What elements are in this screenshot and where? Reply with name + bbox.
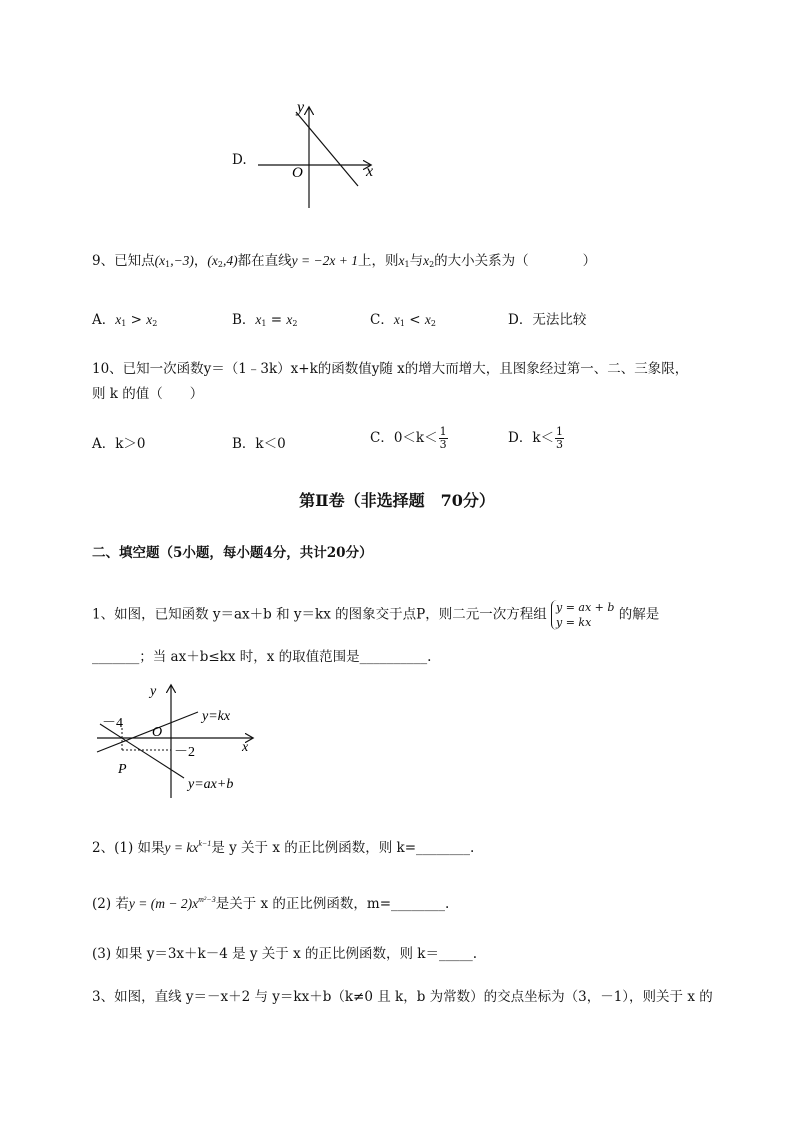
fill-1-line2: _______；当 ax＋b≤kx 时，x 的取值范围是__________. (92, 649, 432, 665)
q9-option-d: D．无法比较 (508, 312, 587, 328)
neg4-label: －4 (102, 716, 123, 731)
section-2-title: 第Ⅱ卷（非选择题 70分） (299, 491, 495, 510)
q10-option-a: A．k＞0 (92, 436, 146, 452)
line-kx-label: y=kx (202, 709, 231, 724)
y-axis-label: y (297, 99, 305, 116)
line-axb-label: y=ax+b (188, 777, 234, 792)
fill-3-line1: 3、如图，直线 y＝－x＋2 与 y＝kx＋b（k≠0 且 k，b 为常数）的交点坐标为（3，－1），则关于 x 的 (92, 989, 713, 1005)
fill-2-part1: 2、(1) 如果$y = kx^{k-1}$是 y 关于 x 的正比例函数，则 k=________. (92, 839, 475, 856)
q10-option-c: C．0＜k＜ $\frac{1}{3}$ (370, 425, 447, 451)
q10-option-d: D．k＜ $\frac{1}{3}$ (508, 425, 564, 451)
q9-option-c: C．$x_1 < x_2$ (370, 312, 436, 328)
question-10-line2: 则 k 的值（ ） (92, 386, 204, 402)
y-axis-label: y (150, 684, 157, 699)
question-9: 9、已知点$(x_1,-3)$，$(x_2,4)$都在直线y = −2x + 1上，则$x_1$与$x_2$的大小关系为（ ） (92, 253, 597, 269)
origin-label: O (152, 725, 163, 740)
option-d-label: D. (232, 152, 247, 168)
q9-option-b: B．$x_1 = x_2$ (232, 312, 298, 328)
fill-2-part2: (2) 若$y = (m - 2)x^{m^2-3}$是关于 x 的正比例函数，m=________. (92, 895, 450, 912)
point-p-label: P (118, 762, 127, 777)
fill-1-figure (92, 680, 262, 800)
x-axis-label: x (366, 163, 374, 180)
figure-d-graph (250, 98, 385, 213)
section-2-heading: 二、填空题（5小题，每小题4分，共计20分） (92, 545, 373, 561)
origin-label: O (292, 165, 303, 181)
x-axis-label: x (242, 740, 249, 755)
q10-option-b: B．k＜0 (232, 436, 286, 452)
neg2-label: －2 (174, 745, 195, 760)
fill-1-line1: 1、如图，已知函数 y＝ax＋b 和 y＝kx 的图象交于点P，则二元一次方程组 y = ax + b y = kx 的解是 (92, 601, 660, 629)
equation-system: y = ax + b y = kx (551, 600, 614, 630)
question-10-line1: 10、已知一次函数y＝（1﹣3k）x+k的函数值y随 x的增大而增大，且图象经过第一、二、三象限， (92, 361, 689, 377)
fill-2-part3: (3) 如果 y＝3x＋k－4 是 y 关于 x 的正比例函数，则 k＝_____. (92, 946, 478, 962)
q9-option-a: A．$x_1 > x_2$ (92, 312, 158, 328)
graph-line (296, 112, 358, 186)
